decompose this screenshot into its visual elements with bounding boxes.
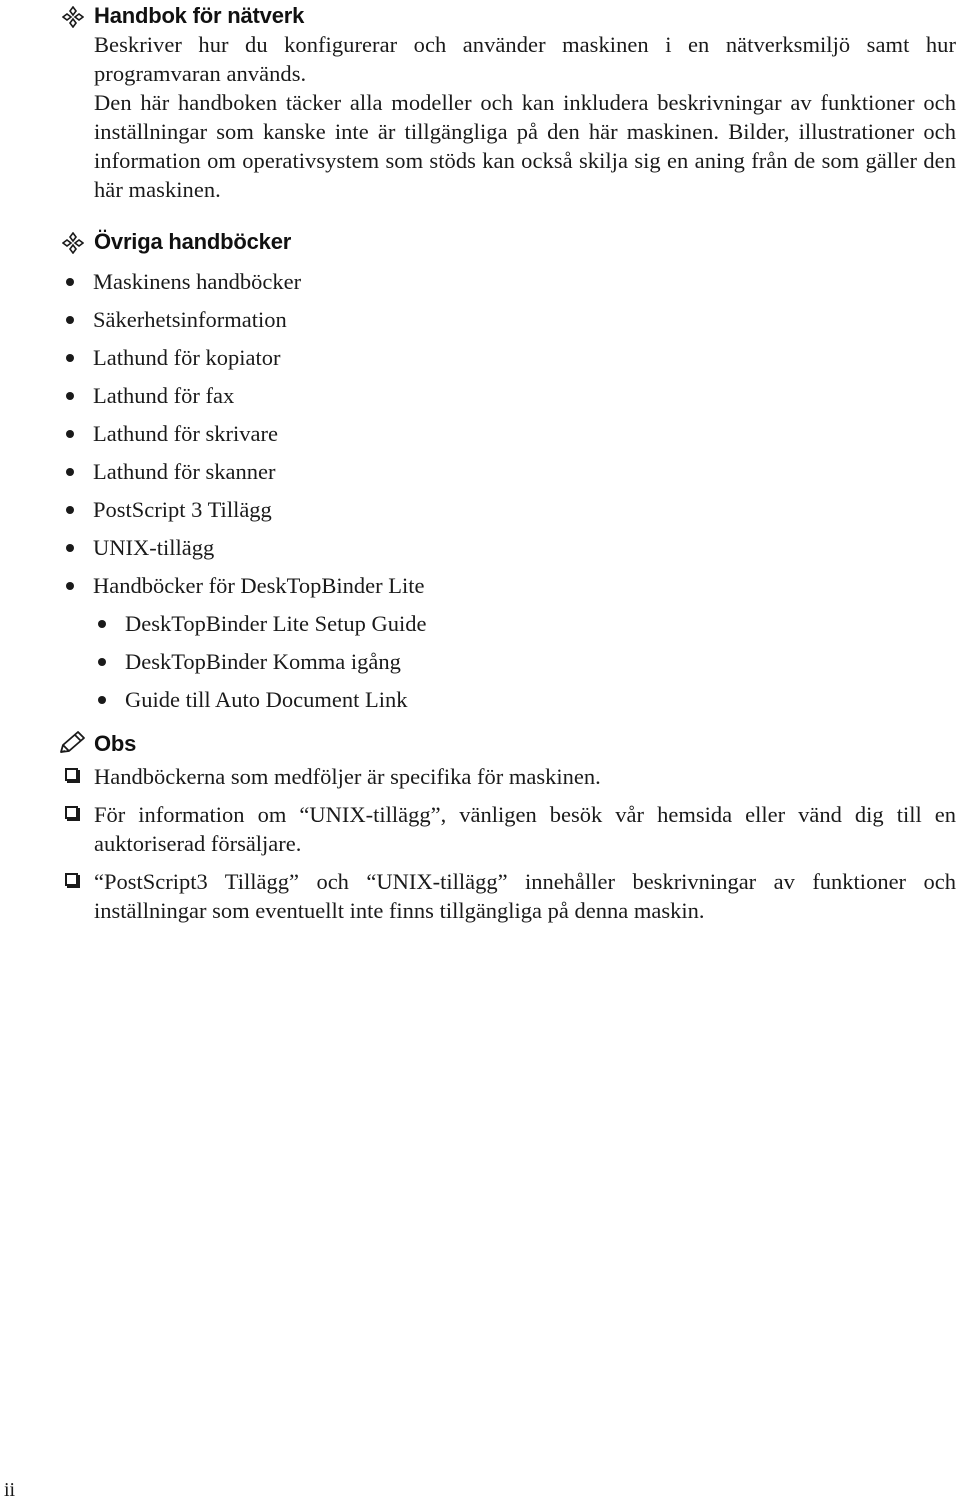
network-manual-heading-text: Handbok för nätverk	[94, 3, 305, 28]
page-number: ii	[4, 1479, 16, 1501]
list-item-label: Lathund för skrivare	[93, 421, 278, 446]
list-item	[30, 382, 956, 420]
checkbox-bullet-icon	[65, 806, 78, 819]
bullet-dot-icon	[66, 278, 74, 286]
network-manual-heading	[62, 2, 956, 30]
bullet-dot-icon	[66, 354, 74, 362]
network-manual-section	[62, 2, 956, 204]
bullet-dot-icon	[98, 696, 106, 704]
other-manuals-section	[62, 228, 956, 724]
checkbox-bullet-icon	[65, 873, 78, 886]
note-item	[62, 762, 956, 791]
bullet-dot-icon	[98, 658, 106, 666]
list-item-label: Guide till Auto Document Link	[125, 687, 408, 712]
pencil-icon	[58, 730, 86, 756]
list-item-label: Handböcker för DeskTopBinder Lite	[93, 573, 425, 598]
note-item-text: “PostScript3 Tillägg” och “UNIX-tillägg” innehåller beskrivningar av funktioner och inställningar som eventuellt inte finns tillgängliga på denna maskin.	[94, 869, 956, 923]
bullet-dot-icon	[66, 506, 74, 514]
list-item-label: DeskTopBinder Komma igång	[125, 649, 401, 674]
list-item-label: Lathund för kopiator	[93, 345, 281, 370]
network-manual-paragraph-1: Beskriver hur du konfigurerar och använder maskinen i en nätverksmiljö samt hur programvaran används.	[94, 32, 956, 86]
list-item	[30, 458, 956, 496]
note-heading-text: Obs	[94, 731, 137, 756]
list-item-label: UNIX-tillägg	[93, 535, 215, 560]
list-item	[30, 306, 956, 344]
note-item	[62, 800, 956, 858]
checkbox-bullet-icon	[65, 768, 78, 781]
bullet-dot-icon	[66, 316, 74, 324]
other-manuals-list	[30, 268, 956, 724]
bullet-dot-icon	[66, 582, 74, 590]
list-item-label: PostScript 3 Tillägg	[93, 497, 272, 522]
other-manuals-heading-text: Övriga handböcker	[94, 229, 292, 254]
sub-list-item	[30, 648, 956, 686]
note-item-text: För information om “UNIX-tillägg”, vänligen besök vår hemsida eller vänd dig till en auktoriserad försäljare.	[94, 802, 956, 856]
network-manual-paragraph-2: Den här handboken täcker alla modeller och kan inkludera beskrivningar av funktioner och inställningar som kanske inte är tillgängliga på den här maskinen. Bilder, illustrationer och information om operativsystem som stöds kan också skilja sig en aning från de som gäller den här maskinen.	[94, 90, 956, 202]
list-item-label: DeskTopBinder Lite Setup Guide	[125, 611, 427, 636]
note-list	[62, 762, 956, 925]
diamond-bullet-icon	[62, 6, 84, 28]
list-item-label: Säkerhetsinformation	[93, 307, 287, 332]
bullet-dot-icon	[66, 392, 74, 400]
bullet-dot-icon	[66, 468, 74, 476]
list-item	[30, 496, 956, 534]
list-item-label: Lathund för fax	[93, 383, 235, 408]
note-heading	[62, 730, 956, 758]
list-item	[30, 268, 956, 306]
bullet-dot-icon	[98, 620, 106, 628]
list-item	[30, 420, 956, 458]
note-item	[62, 867, 956, 925]
other-manuals-heading	[62, 228, 956, 256]
list-item-label: Maskinens handböcker	[93, 269, 302, 294]
sub-list-item	[30, 686, 956, 724]
list-item-label: Lathund för skanner	[93, 459, 276, 484]
diamond-bullet-icon	[62, 232, 84, 254]
note-section	[62, 730, 956, 934]
list-item	[30, 572, 956, 610]
list-item	[30, 344, 956, 382]
bullet-dot-icon	[66, 544, 74, 552]
network-manual-body	[62, 30, 956, 204]
list-item	[30, 534, 956, 572]
bullet-dot-icon	[66, 430, 74, 438]
note-item-text: Handböckerna som medföljer är specifika för maskinen.	[94, 764, 601, 789]
sub-list-item	[30, 610, 956, 648]
